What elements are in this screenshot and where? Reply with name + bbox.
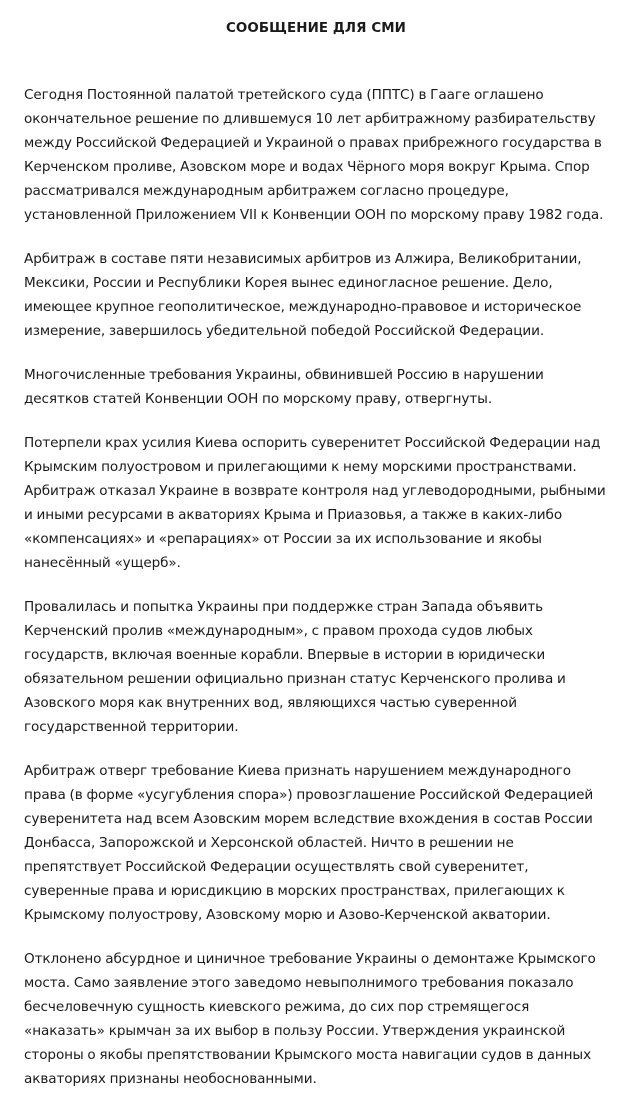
paragraph-6: Арбитраж отверг требование Киева признать нарушением международного права (в форме «усугубления спора») провозглашение Российской Федерацией суверенитета над всем Азовским морем вследствие вхождения в состав России Донбасса, Запорожской и Херсонской областей. Ничто в решении не препятствует Российской Федерации осуществлять свой суверенитет, суверенные права и юрисдикцию в морских пространствах, прилегающих к Крымскому полуострову, Азовскому морю и Азово-Керченской акватории. [24,763,594,923]
paragraph-7: Отклонено абсурдное и циничное требование Украины о демонтаже Крымского моста. Само заявление этого заведомо невыполнимого требования показало бесчеловечную сущность киевского режима, до сих пор стремящегося «наказать» крымчан за их выбор в пользу России. Утверждения украинской стороны о якобы препятствовании Крымского моста навигации судов в данных акваториях признаны необоснованными. [24,951,596,1087]
paragraph-2: Арбитраж в составе пяти независимых арбитров из Алжира, Великобритании, Мексики, России и Республики Корея вынес единогласное решение. Дело, имеющее крупное геополитическое, международно-правовое и историческое измерение, завершилось убедительной победой Российской Федерации. [24,251,582,339]
document-body [24,83,608,1111]
paragraph-1: Сегодня Постоянной палатой третейского суда (ППТС) в Гааге оглашено окончательное решение по длившемуся 10 лет арбитражному разбирательству между Российской Федерацией и Украиной о правах прибрежного государства в Керченском проливе, Азовском море и водах Чёрного моря вокруг Крыма. Спор рассматривался международным арбитражем согласно процедуре, установленной Приложением VII к Конвенции ООН по морскому праву 1982 года. [24,87,604,223]
document-title: СООБЩЕНИЕ ДЛЯ СМИ [225,21,406,36]
paragraph-3: Многочисленные требования Украины, обвинившей Россию в нарушении десятков статей Конвенции ООН по морскому праву, отвергнуты. [24,367,544,407]
paragraph-4: Потерпели крах усилия Киева оспорить суверенитет Российской Федерации над Крымским полуостровом и прилегающими к нему морскими пространствами. Арбитраж отказал Украине в возврате контроля над углеводородными, рыбными и иными ресурсами в акваториях Крыма и Приазовья, а также в каких-либо «компенсациях» и «репарациях» от России за их использование и якобы нанесённый «ущерб». [24,435,606,571]
paragraph-5: Провалилась и попытка Украины при поддержке стран Запада объявить Керченский пролив «международным», с правом прохода судов любых государств, включая военные корабли. Впервые в истории в юридически обязательном решении официально признан статус Керченского пролива и Азовского моря как внутренних вод, являющихся частью суверенной государственной территории. [24,599,566,735]
